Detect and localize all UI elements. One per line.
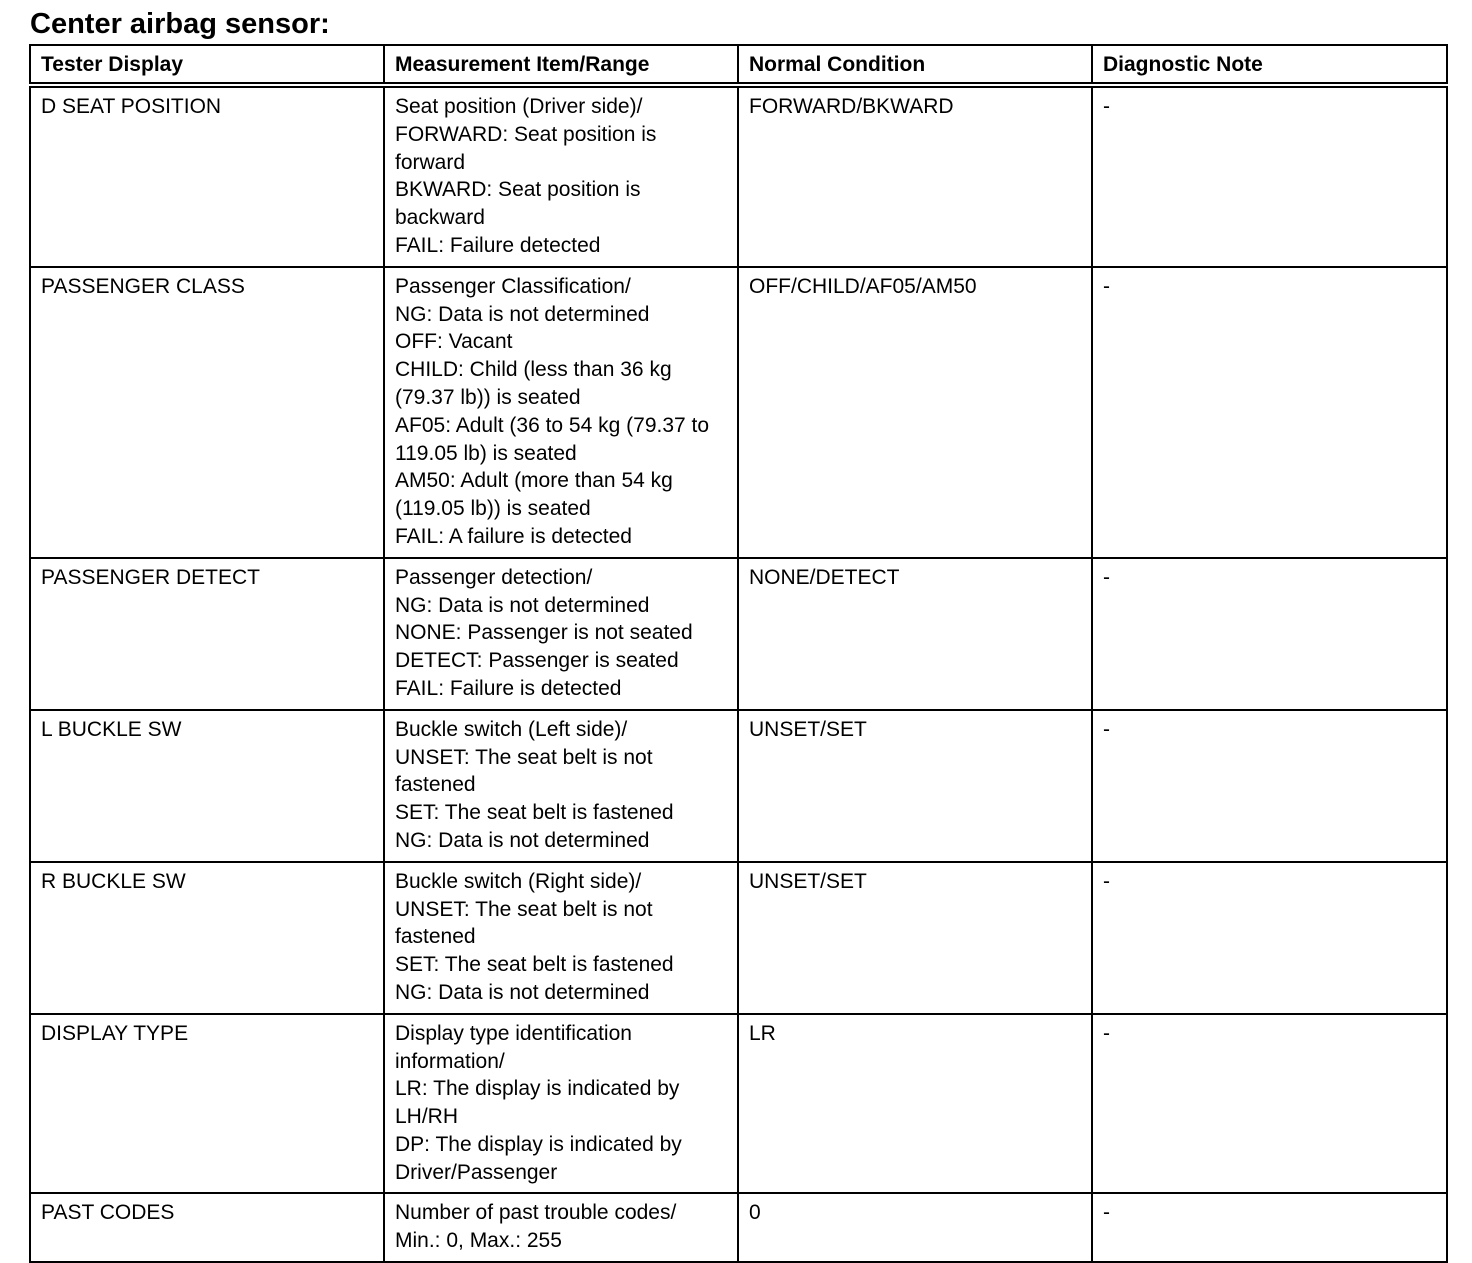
cell-diagnostic-note: - <box>1092 862 1447 1014</box>
cell-measurement-item <box>384 85 738 267</box>
page-title: Center airbag sensor: <box>30 8 330 40</box>
cell-measurement-item <box>384 862 738 1014</box>
measurement-line: BKWARD: Seat position is backward <box>395 178 641 230</box>
cell-measurement-item <box>384 710 738 862</box>
cell-normal-condition: 0 <box>738 1193 1092 1262</box>
measurement-line: OFF: Vacant <box>395 330 513 354</box>
measurement-line: FORWARD: Seat position is forward <box>395 122 657 174</box>
cell-normal-condition: FORWARD/BKWARD <box>738 85 1092 267</box>
table-row <box>30 267 1447 558</box>
measurement-line: AM50: Adult (more than 54 kg (119.05 lb)) is seated <box>395 469 673 521</box>
cell-tester-display: PASSENGER DETECT <box>30 558 384 710</box>
column-header-diagnostic-note: Diagnostic Note <box>1092 45 1447 85</box>
measurement-line: Display type identification information/ <box>395 1021 632 1073</box>
table-row <box>30 85 1447 267</box>
measurement-line: NG: Data is not determined <box>395 980 650 1004</box>
cell-measurement-item <box>384 267 738 558</box>
measurement-line: DETECT: Passenger is seated <box>395 649 679 673</box>
cell-measurement-item <box>384 1014 738 1194</box>
measurement-line: Min.: 0, Max.: 255 <box>395 1229 562 1253</box>
measurement-line: UNSET: The seat belt is not fastened <box>395 745 653 797</box>
measurement-line: Buckle switch (Right side)/ <box>395 869 642 893</box>
measurement-line: FAIL: Failure is detected <box>395 676 622 700</box>
measurement-line: UNSET: The seat belt is not fastened <box>395 897 653 949</box>
measurement-line: FAIL: Failure detected <box>395 233 601 257</box>
measurement-line: DP: The display is indicated by Driver/Passenger <box>395 1132 682 1184</box>
cell-tester-display: D SEAT POSITION <box>30 85 384 267</box>
column-header-tester-display: Tester Display <box>30 45 384 85</box>
measurement-line: CHILD: Child (less than 36 kg (79.37 lb)) is seated <box>395 358 672 409</box>
measurement-line: Number of past trouble codes/ <box>395 1201 677 1225</box>
measurement-line: NG: Data is not determined <box>395 593 650 617</box>
table-row <box>30 710 1447 862</box>
cell-tester-display: R BUCKLE SW <box>30 862 384 1014</box>
data-table <box>29 44 1448 1263</box>
measurement-line: NG: Data is not determined <box>395 828 650 852</box>
column-header-measurement-item: Measurement Item/Range <box>384 45 738 85</box>
cell-normal-condition: NONE/DETECT <box>738 558 1092 710</box>
table-row <box>30 1014 1447 1194</box>
measurement-line: Passenger Classification/ <box>395 274 631 298</box>
cell-diagnostic-note: - <box>1092 85 1447 267</box>
cell-tester-display: DISPLAY TYPE <box>30 1014 384 1194</box>
cell-diagnostic-note: - <box>1092 558 1447 710</box>
measurement-line: Buckle switch (Left side)/ <box>395 717 628 741</box>
column-header-normal-condition: Normal Condition <box>738 45 1092 85</box>
cell-measurement-item <box>384 558 738 710</box>
measurement-line: LR: The display is indicated by LH/RH <box>395 1077 680 1129</box>
cell-normal-condition: OFF/CHILD/AF05/AM50 <box>738 267 1092 558</box>
measurement-line: Seat position (Driver side)/ <box>395 95 643 118</box>
cell-diagnostic-note: - <box>1092 267 1447 558</box>
cell-normal-condition: UNSET/SET <box>738 862 1092 1014</box>
cell-tester-display: L BUCKLE SW <box>30 710 384 862</box>
measurement-line: SET: The seat belt is fastened <box>395 801 674 825</box>
table-row <box>30 558 1447 710</box>
cell-diagnostic-note: - <box>1092 1014 1447 1194</box>
cell-normal-condition: LR <box>738 1014 1092 1194</box>
table-header-row <box>30 45 1447 85</box>
measurement-line: NONE: Passenger is not seated <box>395 621 693 645</box>
measurement-line: AF05: Adult (36 to 54 kg (79.37 to 119.05 lb) is seated <box>395 413 710 465</box>
cell-tester-display: PASSENGER CLASS <box>30 267 384 558</box>
measurement-line: NG: Data is not determined <box>395 302 650 326</box>
cell-normal-condition: UNSET/SET <box>738 710 1092 862</box>
cell-tester-display: PAST CODES <box>30 1193 384 1262</box>
cell-diagnostic-note: - <box>1092 710 1447 862</box>
cell-measurement-item <box>384 1193 738 1262</box>
measurement-line: Passenger detection/ <box>395 565 593 589</box>
table-row <box>30 862 1447 1014</box>
table-body <box>30 85 1447 1262</box>
table-row <box>30 1193 1447 1262</box>
measurement-line: FAIL: A failure is detected <box>395 524 632 548</box>
cell-diagnostic-note: - <box>1092 1193 1447 1262</box>
measurement-line: SET: The seat belt is fastened <box>395 953 674 977</box>
